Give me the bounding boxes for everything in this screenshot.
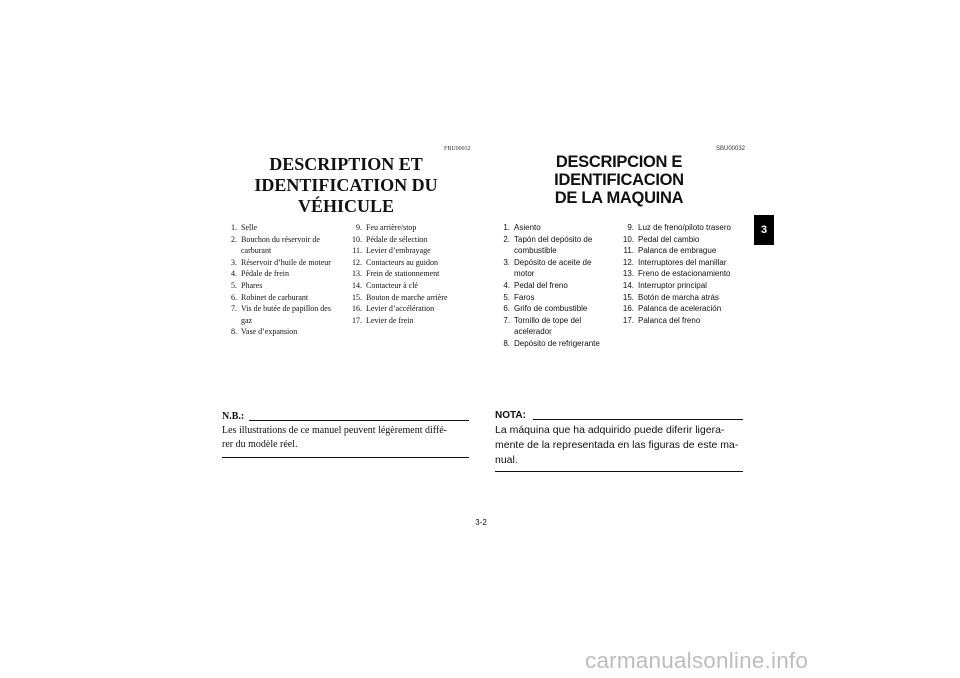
es-page-title	[494, 153, 744, 207]
list-item-number: 2.	[503, 234, 510, 244]
list-item-number: 16.	[622, 304, 634, 314]
list-item-number: 12.	[352, 257, 362, 267]
list-item	[351, 280, 471, 292]
list-item-number: 1.	[503, 223, 510, 232]
list-item-text: Depósito de aceite de motor	[514, 257, 592, 279]
list-item	[498, 338, 606, 350]
fr-note-top-rule	[249, 420, 469, 421]
list-item-text: Vis de butée de papillon des gaz	[241, 304, 331, 325]
list-item-number: 16.	[352, 304, 362, 314]
list-item-number: 12.	[622, 257, 634, 267]
list-item-text: Contacteurs au guidon	[366, 257, 438, 267]
list-item	[622, 280, 747, 292]
list-item	[226, 326, 344, 338]
list-item-number: 10.	[352, 234, 362, 244]
list-item	[351, 222, 471, 234]
list-item-text: Asiento	[514, 223, 541, 232]
list-item-number: 3.	[503, 257, 510, 267]
es-title-line1: DESCRIPCION E IDENTIFICACION	[554, 153, 684, 189]
fr-title-line2: IDENTIFICATION DU VÉHICULE	[254, 175, 438, 216]
list-item-text: Botón de marcha atrás	[638, 292, 719, 302]
list-item-text: Selle	[241, 223, 257, 232]
es-title-line2: DE LA MAQUINA	[554, 189, 684, 207]
watermark-text: carmanualsonline.info	[585, 648, 809, 673]
list-item	[226, 222, 344, 234]
es-note-line3: nual.	[495, 454, 518, 466]
list-item-number: 4.	[231, 269, 237, 279]
list-item-text: Pedal del cambio	[638, 234, 700, 244]
list-item-text: Levier d’accélération	[366, 304, 435, 314]
list-item-number: 15.	[622, 292, 634, 302]
list-item-number: 14.	[352, 280, 362, 290]
list-item-text: Faros	[514, 292, 535, 302]
list-item-text: Frein de stationnement	[366, 269, 440, 279]
fr-note-bottom-rule	[222, 457, 469, 458]
es-note-line1: La máquina que ha adquirido puede diferir ligera-	[495, 424, 725, 436]
list-item	[226, 303, 344, 326]
list-item	[498, 292, 606, 304]
fr-note-text	[222, 424, 472, 452]
list-item	[622, 268, 747, 280]
chapter-tab: 3	[754, 215, 774, 245]
es-note-line2: mente de la representada en las figuras de este ma-	[495, 439, 739, 451]
list-item-text: Interruptores del manillar	[638, 257, 727, 267]
list-item-text: Tapón del depósito de combustible	[514, 234, 593, 256]
fr-page-title	[222, 154, 470, 217]
es-parts-list-col1	[498, 222, 606, 350]
list-item	[226, 292, 344, 304]
list-item-number: 10.	[622, 234, 634, 244]
list-item-number: 15.	[352, 292, 362, 302]
fr-note-line2: rer du modèle réel.	[222, 439, 298, 450]
list-item	[226, 257, 344, 269]
list-item-text: Grifo de combustible	[514, 304, 588, 314]
list-item-number: 8.	[231, 327, 237, 337]
list-item-text: Pedal del freno	[514, 280, 568, 290]
list-item	[226, 234, 344, 257]
list-item-text: Freno de estacionamiento	[638, 269, 731, 279]
list-item-text: Contacteur à clé	[366, 280, 418, 290]
es-note-text	[495, 423, 743, 468]
list-item-number: 6.	[503, 304, 510, 314]
list-item-text: Réservoir d’huile de moteur	[241, 257, 331, 267]
list-item-number: 3.	[231, 257, 237, 267]
list-item-number: 5.	[231, 280, 237, 290]
list-item-text: Bouton de marche arrière	[366, 292, 448, 302]
list-item	[351, 268, 471, 280]
list-item-text: Palanca de embrague	[638, 246, 717, 256]
list-item-number: 13.	[622, 269, 634, 279]
list-item-number: 11.	[352, 246, 362, 256]
list-item	[622, 303, 747, 315]
list-item-number: 9.	[356, 223, 362, 232]
fr-title-line1: DESCRIPTION ET	[269, 154, 423, 174]
list-item-number: 2.	[231, 234, 237, 244]
list-item-number: 17.	[622, 315, 634, 325]
list-item	[622, 292, 747, 304]
list-item	[226, 280, 344, 292]
list-item	[351, 234, 471, 246]
list-item	[351, 292, 471, 304]
list-item	[498, 315, 606, 338]
list-item-number: 13.	[352, 269, 362, 279]
list-item-number: 11.	[623, 246, 634, 256]
list-item-text: Interruptor principal	[638, 280, 707, 290]
list-item-number: 7.	[231, 304, 237, 314]
es-note-top-rule	[533, 419, 743, 420]
page-number: 3-2	[475, 518, 487, 527]
list-item-text: Feu arrière/stop	[366, 223, 417, 232]
list-item-text: Vase d’expansion	[241, 327, 298, 337]
fr-parts-list-col1	[226, 222, 344, 338]
list-item-text: Levier de frein	[366, 315, 414, 325]
es-section-code: SBU00032	[716, 146, 746, 152]
list-item	[622, 234, 747, 246]
list-item	[498, 257, 606, 280]
list-item-text: Depósito de refrigerante	[514, 338, 600, 348]
fr-parts-list-col2	[351, 222, 471, 326]
fr-section-code: FBU00032	[444, 146, 471, 152]
list-item	[226, 268, 344, 280]
list-item-number: 4.	[503, 280, 510, 290]
list-item-text: Phares	[241, 280, 263, 290]
list-item-text: Palanca de aceleración	[638, 304, 722, 314]
es-parts-list-col2	[622, 222, 747, 326]
list-item-text: Levier d’embrayage	[366, 246, 431, 256]
fr-note-heading: N.B.:	[222, 411, 245, 422]
list-item-number: 7.	[503, 315, 510, 325]
list-item	[351, 245, 471, 257]
list-item-number: 5.	[503, 292, 510, 302]
list-item	[622, 315, 747, 327]
list-item-text: Palanca del freno	[638, 315, 701, 325]
list-item	[351, 257, 471, 269]
list-item-text: Bouchon du réservoir de carburant	[241, 234, 320, 256]
es-note-bottom-rule	[495, 471, 743, 472]
list-item-text: Luz de freno/piloto trasero	[638, 223, 731, 232]
list-item-text: Pédale de frein	[241, 269, 289, 279]
list-item	[622, 257, 747, 269]
fr-note-line1: Les illustrations de ce manuel peuvent légèrement diffé-	[222, 425, 448, 436]
list-item-number: 6.	[231, 292, 237, 302]
list-item-text: Tornillo de tope del acelerador	[514, 315, 582, 337]
list-item	[622, 245, 747, 257]
list-item	[498, 222, 606, 234]
list-item-number: 8.	[503, 338, 510, 348]
list-item-text: Pédale de sélection	[366, 234, 428, 244]
list-item-number: 14.	[622, 280, 634, 290]
list-item-number: 9.	[627, 223, 634, 232]
list-item	[351, 303, 471, 315]
list-item	[622, 222, 747, 234]
list-item-number: 1.	[231, 223, 237, 232]
list-item	[498, 280, 606, 292]
list-item	[498, 303, 606, 315]
list-item	[351, 315, 471, 327]
es-note-heading: NOTA:	[495, 410, 526, 421]
list-item	[498, 234, 606, 257]
list-item-text: Robinet de carburant	[241, 292, 309, 302]
list-item-number: 17.	[352, 315, 362, 325]
